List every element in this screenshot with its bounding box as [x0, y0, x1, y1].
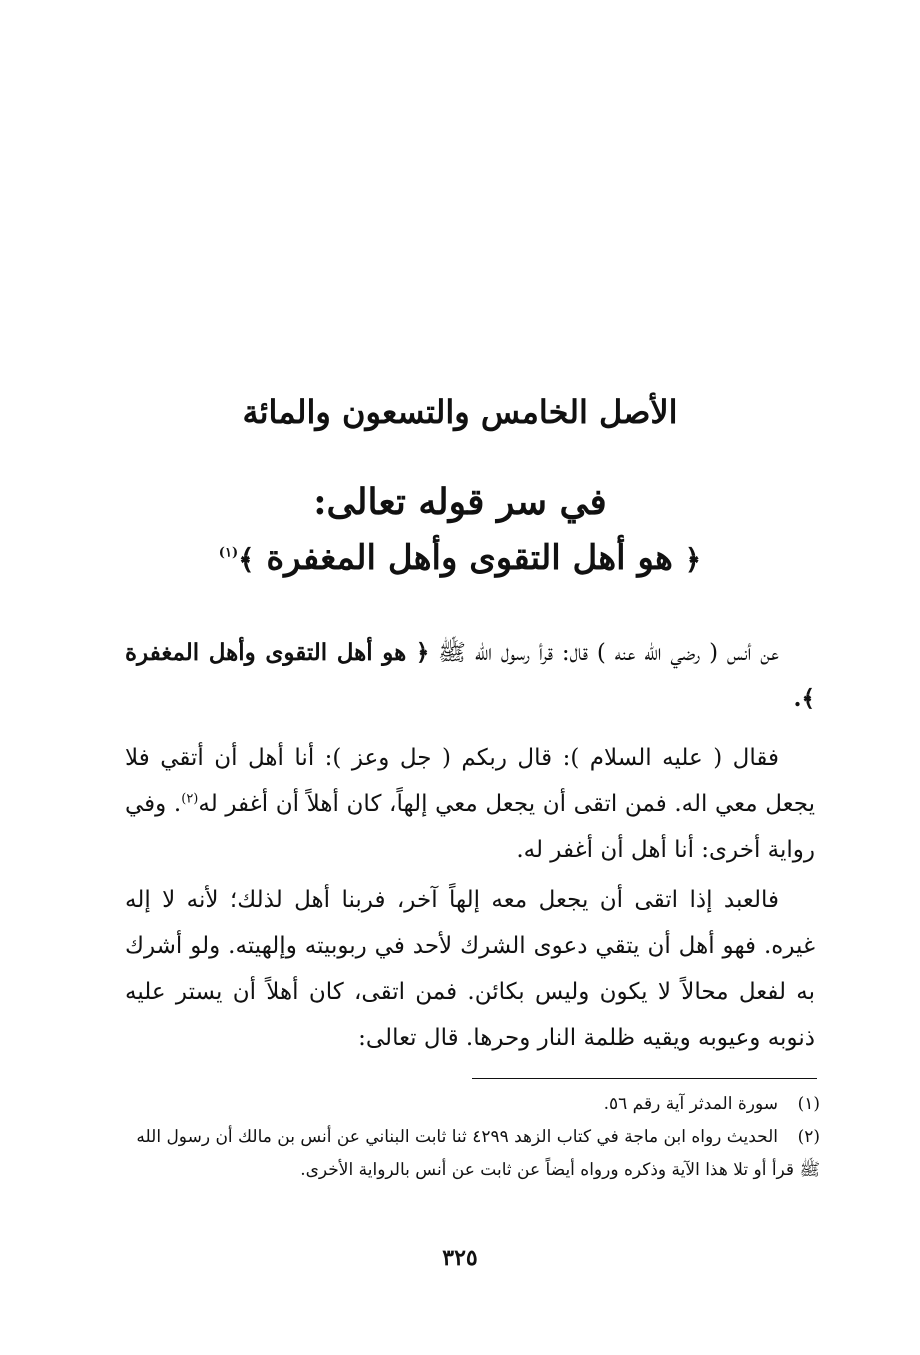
page-number: ٣٢٥ [442, 1245, 478, 1271]
paragraph-1-quote: ﴿ هو أهل التقوى وأهل المغفرة ﴾. [125, 639, 815, 712]
verse-text: هو أهل التقوى وأهل المغفرة [266, 538, 673, 578]
footnote-divider [472, 1078, 817, 1079]
footnote-ref-1: (١) [218, 545, 239, 561]
paragraph-2 [125, 735, 815, 873]
paragraph-2-text-b: . وفي رواية أخرى: أنا أهل أن أغفر له. [125, 791, 815, 863]
chapter-verse [120, 534, 800, 584]
footnote-2-text: الحديث رواه ابن ماجة في كتاب الزهد ٤٢٩٩ ثنا ثابت البناني عن أنس بن مالك أن رسول الله ﷺ قرأ أو تلا هذا الآية وذكره ورواه أيضاً عن ثابت عن أنس بالرواية الأخرى. [136, 1127, 820, 1180]
footnote-2 [120, 1121, 820, 1187]
chapter-subtitle: في سر قوله تعالى: [313, 481, 607, 523]
paragraph-3-text: فالعبد إذا اتقى أن يجعل معه إلهاً آخر، فربنا أهل لذلك؛ لأنه لا إله غيره. فهو أهل أن يتقي دعوى الشرك لأحد في ربوبيته وإلهيته. ولو أشرك به لفعل محالاً لا يكون وليس بكائن. فمن اتقى، كان أهلاً أن يستر عليه ذنوبه وعيوبه ويقيه ظلمة النار وحرها. قال تعالى: [125, 887, 815, 1051]
paragraph-1 [125, 630, 815, 722]
paragraph-2-text-a: فقال ( عليه السلام ): قال ربكم ( جل وعز ): أنا أهل أن أتقي فلا يجعل معي اله. فمن اتقى أن يجعل معي إلهاً، كان أهلاً أن أغفر له [125, 745, 815, 817]
verse-open-bracket: ﴿ [684, 543, 702, 576]
footnotes [120, 1088, 820, 1187]
footnote-2-number: (٢) [797, 1127, 820, 1147]
paragraph-3 [125, 877, 815, 1061]
verse-close-bracket: ﴾ [238, 543, 255, 576]
footnote-1-text: سورة المدثر آية رقم ٥٦. [603, 1094, 778, 1114]
footnote-1 [120, 1088, 820, 1121]
footnote-1-number: (١) [797, 1094, 820, 1114]
chapter-title: الأصل الخامس والتسعون والمائة [242, 393, 678, 431]
paragraph-1-text: عن أنس ( رضي الله عنه ) قال: قرأ رسول الله ﷺ [438, 640, 780, 666]
footnote-ref-2: (٢) [181, 791, 199, 807]
